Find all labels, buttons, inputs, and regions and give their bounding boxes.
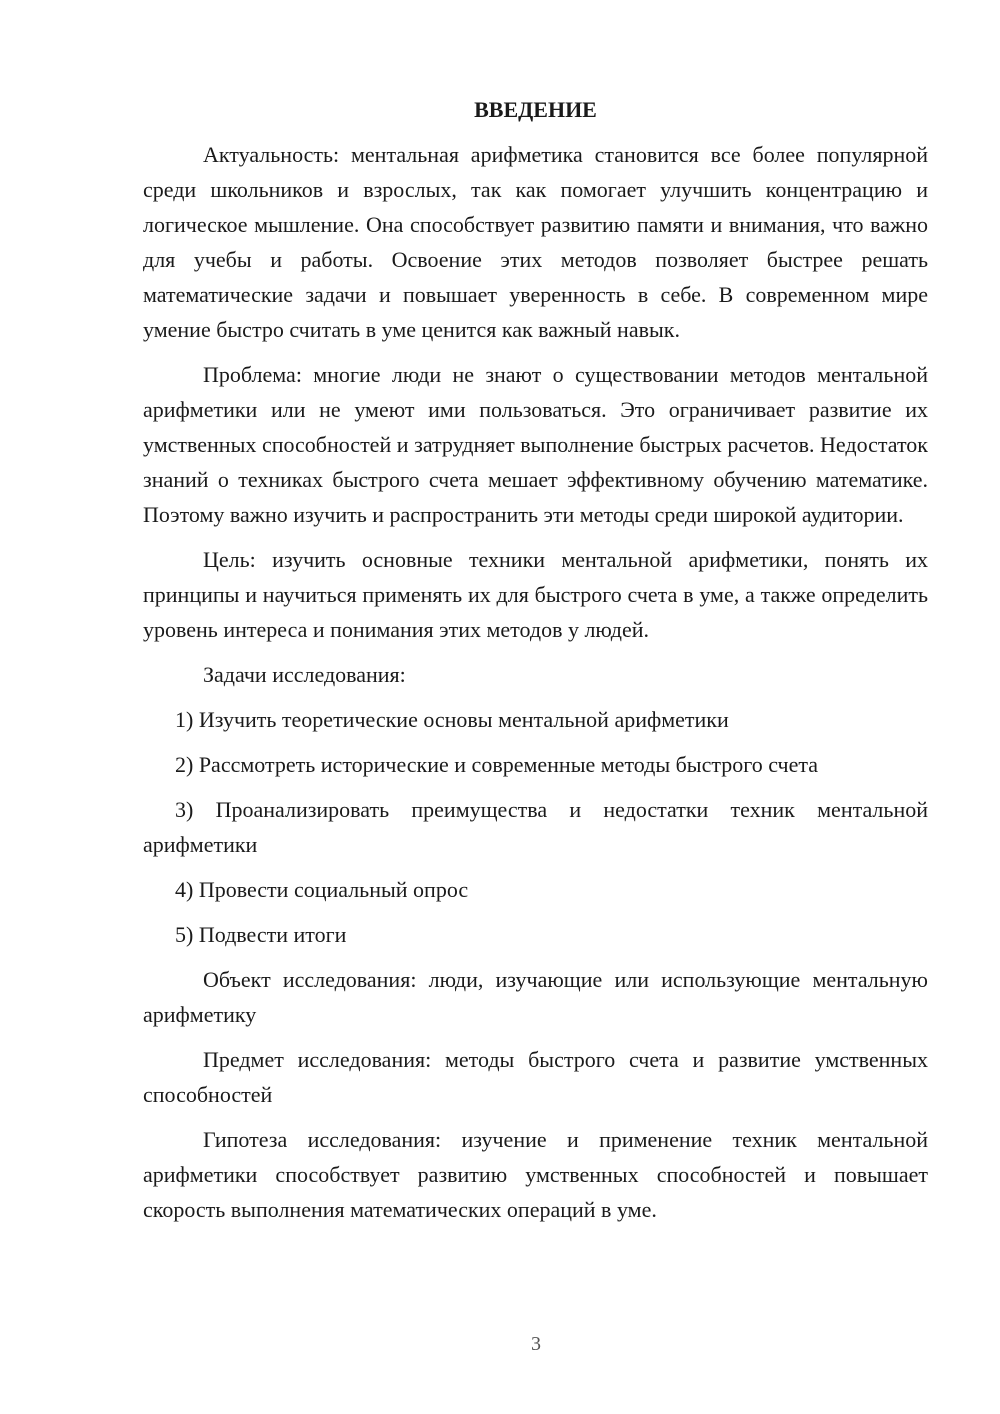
object-paragraph: Объект исследования: люди, изучающие или использующие ментальную арифметику [143, 967, 928, 1027]
task-item-4: 4) Провести социальный опрос [175, 877, 469, 902]
goal-paragraph: Цель: изучить основные техники ментальной арифметики, понять их принципы и научиться применять их для быстрого счета в уме, а также определить уровень интереса и понимания этих методов у людей. [143, 547, 928, 642]
hypothesis-paragraph: Гипотеза исследования: изучение и применение техник ментальной арифметики способствует развитию умственных способностей и повышает скорость выполнения математических операций в уме. [143, 1127, 928, 1222]
task-item-1: 1) Изучить теоретические основы ментальной арифметики [175, 707, 729, 732]
page-number: 3 [531, 1333, 541, 1355]
document-page [143, 95, 928, 1237]
tasks-list [143, 702, 928, 952]
task-item-5: 5) Подвести итоги [175, 922, 347, 947]
relevance-paragraph: Актуальность: ментальная арифметика становится все более популярной среди школьников и взрослых, так как помогает улучшить концентрацию и логическое мышление. Она способствует развитию памяти и внимания, что важно для учебы и работы. Освоение этих методов позволяет быстрее решать математические задачи и повышает уверенность в себе. В современном мире умение быстро считать в уме ценится как важный навык. [143, 142, 928, 342]
page-title: ВВЕДЕНИЕ [474, 97, 597, 122]
problem-paragraph: Проблема: многие люди не знают о существовании методов ментальной арифметики или не умеют ими пользоваться. Это ограничивает развитие их умственных способностей и затрудняет выполнение быстрых расчетов. Недостаток знаний о техниках быстрого счета мешает эффективному обучению математике. Поэтому важно изучить и распространить эти методы среди широкой аудитории. [143, 362, 928, 527]
subject-paragraph: Предмет исследования: методы быстрого счета и развитие умственных способностей [143, 1047, 928, 1107]
task-item-3: 3) Проанализировать преимущества и недостатки техник ментальной арифметики [143, 797, 928, 857]
tasks-heading: Задачи исследования: [203, 662, 406, 687]
task-item-2: 2) Рассмотреть исторические и современные методы быстрого счета [175, 752, 819, 777]
